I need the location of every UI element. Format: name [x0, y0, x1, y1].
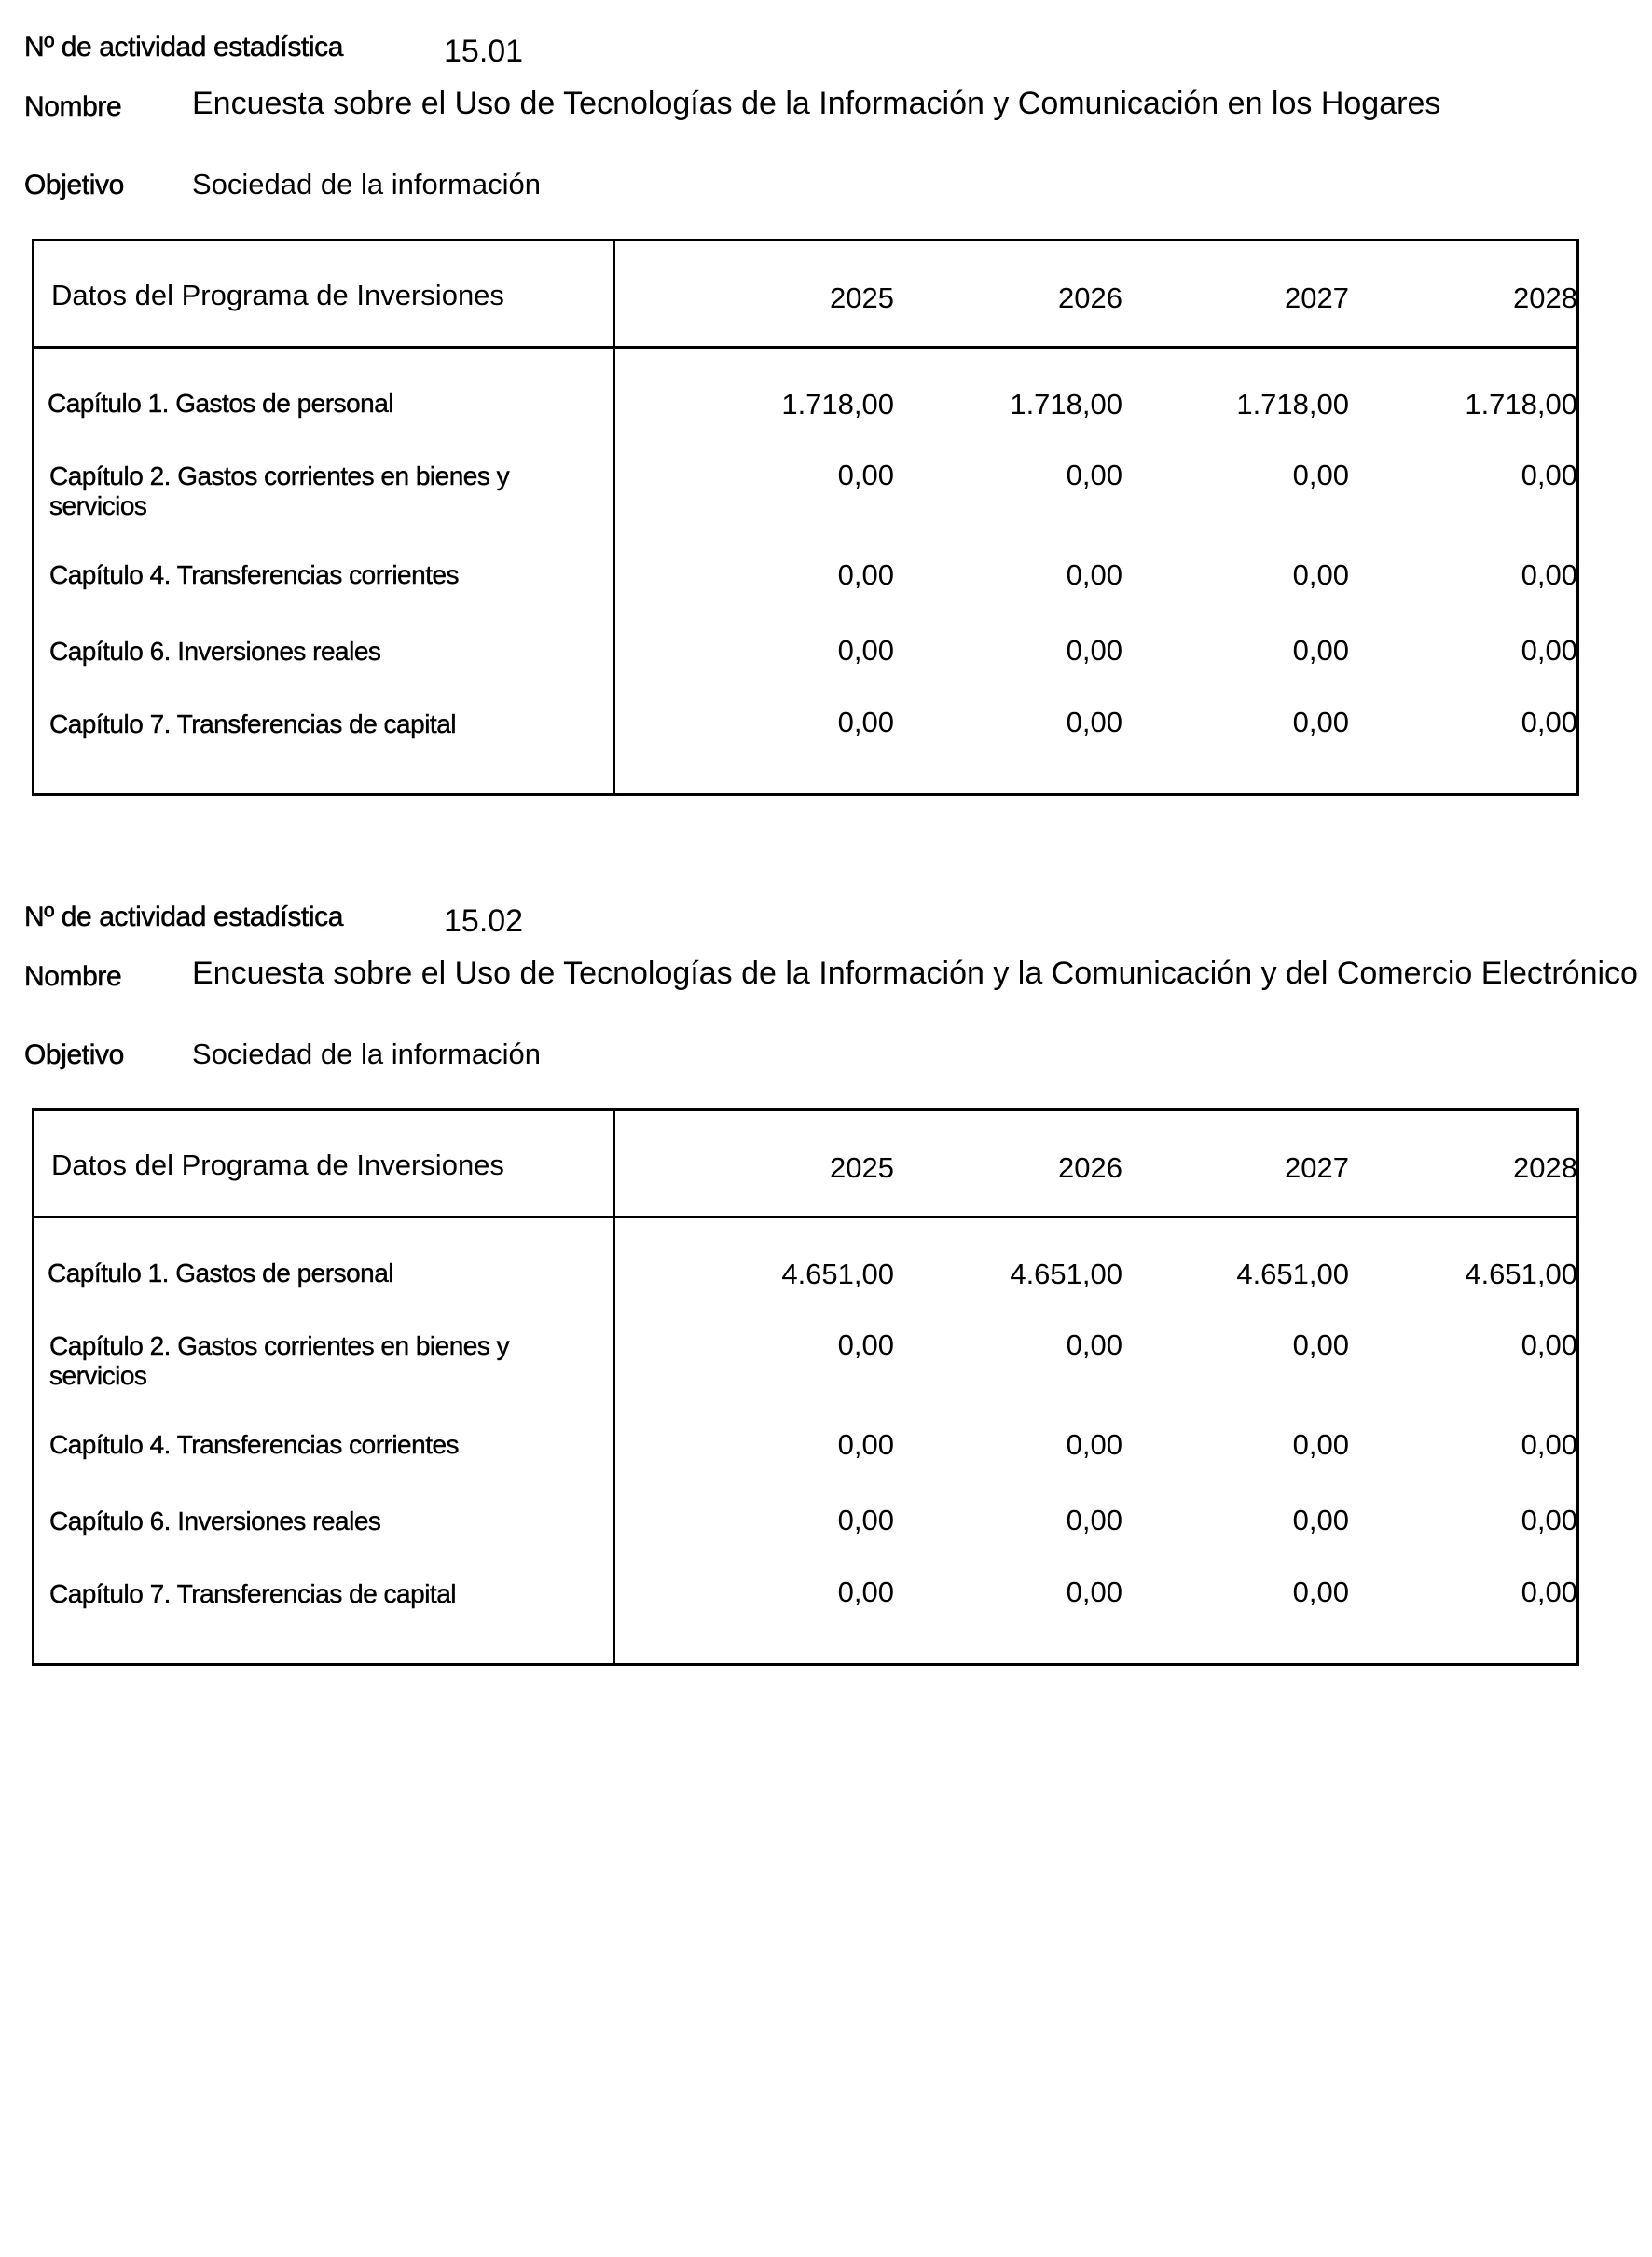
row-label: Capítulo 1. Gastos de personal	[48, 389, 394, 418]
row-value: 1.718,00	[1236, 388, 1349, 420]
row-label: Capítulo 6. Inversiones reales	[49, 637, 381, 666]
activity-number-value: 15.02	[444, 903, 524, 939]
row-value: 0,00	[837, 558, 894, 591]
row-value: 4.651,00	[1236, 1258, 1349, 1290]
row-value: 0,00	[1066, 1328, 1122, 1361]
row-value: 0,00	[837, 634, 894, 667]
row-value: 0,00	[1521, 1428, 1577, 1461]
row-value: 0,00	[1292, 1504, 1349, 1536]
row-value: 0,00	[1292, 459, 1349, 491]
activity-number-label: Nº de actividad estadística	[24, 32, 344, 62]
row-value: 0,00	[1521, 1576, 1577, 1608]
row-value: 0,00	[837, 1428, 894, 1461]
row-value: 0,00	[1521, 706, 1577, 738]
row-value: 0,00	[1066, 459, 1122, 491]
investment-table	[32, 1108, 1579, 1666]
activity-section	[0, 0, 1652, 839]
row-value: 0,00	[1066, 558, 1122, 591]
row-value: 1.718,00	[781, 388, 894, 420]
row-value: 0,00	[837, 706, 894, 738]
row-value: 1.718,00	[1010, 388, 1122, 420]
row-value: 4.651,00	[1010, 1258, 1122, 1290]
column-divider	[613, 241, 615, 793]
row-label: Capítulo 2. Gastos corrientes en bienes y servicios	[49, 1331, 510, 1390]
activity-section	[0, 870, 1652, 1709]
row-label: Capítulo 2. Gastos corrientes en bienes y servicios	[49, 461, 510, 520]
year-header: 2025	[830, 1151, 894, 1184]
row-value: 0,00	[1292, 1428, 1349, 1461]
year-header: 2028	[1513, 1151, 1577, 1184]
header-divider	[34, 1216, 1576, 1218]
name-label: Nombre	[24, 961, 122, 992]
row-value: 0,00	[1292, 558, 1349, 591]
name-label: Nombre	[24, 91, 122, 122]
year-header: 2026	[1058, 282, 1122, 314]
row-value: 0,00	[837, 1576, 894, 1608]
header-divider	[34, 346, 1576, 349]
row-value: 0,00	[1066, 1428, 1122, 1461]
name-value: Encuesta sobre el Uso de Tecnologías de la Información y Comunicación en los Hogares	[192, 86, 1441, 121]
row-value: 0,00	[1292, 634, 1349, 667]
row-label: Capítulo 1. Gastos de personal	[48, 1259, 394, 1287]
row-value: 1.718,00	[1465, 388, 1577, 420]
row-value: 4.651,00	[781, 1258, 894, 1290]
row-value: 0,00	[1521, 634, 1577, 667]
row-value: 0,00	[1066, 706, 1122, 738]
table-header-title: Datos del Programa de Inversiones	[51, 279, 504, 311]
row-value: 0,00	[1521, 1504, 1577, 1536]
row-value: 0,00	[1292, 706, 1349, 738]
row-label: Capítulo 6. Inversiones reales	[49, 1507, 381, 1535]
row-value: 0,00	[837, 1504, 894, 1536]
row-value: 0,00	[1066, 1504, 1122, 1536]
year-header: 2025	[830, 282, 894, 314]
row-value: 0,00	[1066, 634, 1122, 667]
column-divider	[613, 1111, 615, 1663]
objective-label: Objetivo	[24, 1039, 124, 1070]
row-label: Capítulo 4. Transferencias corrientes	[49, 560, 460, 589]
row-value: 0,00	[1521, 1328, 1577, 1361]
year-header: 2027	[1285, 1151, 1349, 1184]
objective-value: Sociedad de la información	[192, 168, 541, 200]
activity-number-label: Nº de actividad estadística	[24, 901, 344, 932]
investment-table	[32, 239, 1579, 796]
row-value: 0,00	[837, 459, 894, 491]
objective-label: Objetivo	[24, 170, 124, 200]
row-label: Capítulo 4. Transferencias corrientes	[49, 1430, 460, 1459]
row-value: 0,00	[1521, 558, 1577, 591]
row-label: Capítulo 7. Transferencias de capital	[49, 1579, 456, 1608]
row-value: 0,00	[1066, 1576, 1122, 1608]
row-value: 4.651,00	[1465, 1258, 1577, 1290]
year-header: 2028	[1513, 282, 1577, 314]
row-value: 0,00	[1292, 1328, 1349, 1361]
table-header-title: Datos del Programa de Inversiones	[51, 1149, 504, 1181]
row-label: Capítulo 7. Transferencias de capital	[49, 709, 456, 738]
row-value: 0,00	[1292, 1576, 1349, 1608]
year-header: 2027	[1285, 282, 1349, 314]
year-header: 2026	[1058, 1151, 1122, 1184]
objective-value: Sociedad de la información	[192, 1038, 541, 1070]
name-value: Encuesta sobre el Uso de Tecnologías de la Información y la Comunicación y del Comercio Electrónico	[192, 956, 1638, 991]
activity-number-value: 15.01	[444, 34, 524, 69]
row-value: 0,00	[1521, 459, 1577, 491]
row-value: 0,00	[837, 1328, 894, 1361]
